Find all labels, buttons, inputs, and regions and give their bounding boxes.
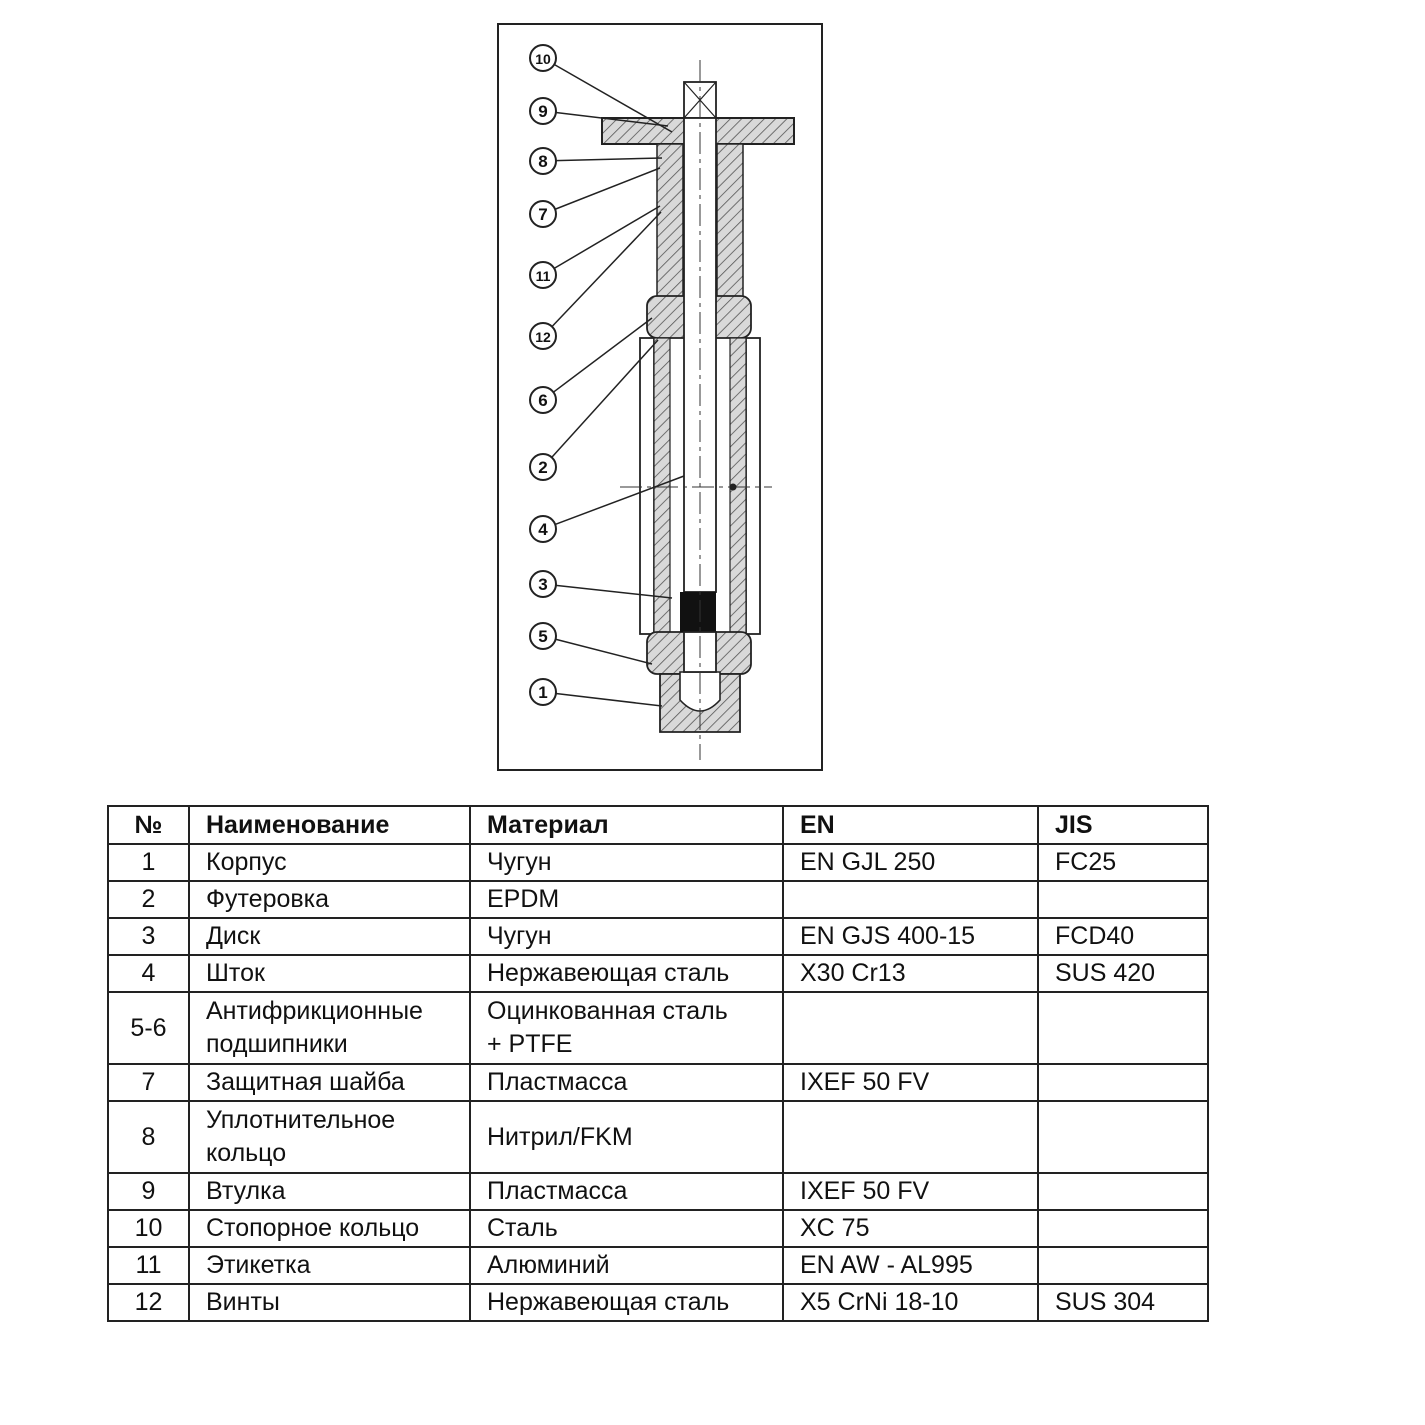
cell-name: Этикетка	[189, 1247, 470, 1284]
cell-en	[783, 992, 1038, 1064]
cell-number: 3	[108, 918, 189, 955]
cell-material: Нержавеющая сталь	[470, 955, 783, 992]
cell-jis	[1038, 1101, 1208, 1173]
table-header-row	[108, 806, 1208, 844]
table-row	[108, 1210, 1208, 1247]
cell-number: 5-6	[108, 992, 189, 1064]
cell-jis	[1038, 1173, 1208, 1210]
cell-name: Футеровка	[189, 881, 470, 918]
callout-number: 5	[538, 627, 548, 646]
cell-en	[783, 881, 1038, 918]
cell-jis: FC25	[1038, 844, 1208, 881]
cell-material: EPDM	[470, 881, 783, 918]
cell-material: Нержавеющая сталь	[470, 1284, 783, 1321]
cell-en	[783, 1101, 1038, 1173]
cell-material: Сталь	[470, 1210, 783, 1247]
callout-number: 10	[535, 51, 551, 67]
table-row	[108, 992, 1208, 1064]
cell-jis: SUS 420	[1038, 955, 1208, 992]
table-row	[108, 844, 1208, 881]
cell-name: Втулка	[189, 1173, 470, 1210]
cell-name: Антифрикционные подшипники	[189, 992, 470, 1064]
cell-number: 1	[108, 844, 189, 881]
cell-en: IXEF 50 FV	[783, 1064, 1038, 1101]
disc-insert	[680, 592, 716, 632]
parts-specification-table	[107, 805, 1209, 1322]
callout-number: 8	[538, 152, 548, 171]
cell-name: Стопорное кольцо	[189, 1210, 470, 1247]
cell-en: IXEF 50 FV	[783, 1173, 1038, 1210]
cell-jis: FCD40	[1038, 918, 1208, 955]
table-row	[108, 918, 1208, 955]
cell-name: Защитная шайба	[189, 1064, 470, 1101]
cell-jis	[1038, 1064, 1208, 1101]
cell-en: EN GJS 400-15	[783, 918, 1038, 955]
cell-jis	[1038, 1247, 1208, 1284]
cell-number: 2	[108, 881, 189, 918]
cell-en: X5 CrNi 18-10	[783, 1284, 1038, 1321]
callout-number: 12	[535, 329, 551, 345]
cell-jis	[1038, 992, 1208, 1064]
body-wall-right	[746, 338, 760, 634]
header-name: Наименование	[189, 806, 470, 844]
table-row	[108, 1101, 1208, 1173]
callout-number: 1	[538, 683, 548, 702]
header-en: EN	[783, 806, 1038, 844]
stem	[680, 82, 716, 672]
cell-name: Винты	[189, 1284, 470, 1321]
cell-jis	[1038, 881, 1208, 918]
table-row	[108, 1284, 1208, 1321]
header-number: №	[108, 806, 189, 844]
cell-material: Алюминий	[470, 1247, 783, 1284]
cell-number: 12	[108, 1284, 189, 1321]
cell-number: 8	[108, 1101, 189, 1173]
cell-en: EN GJL 250	[783, 844, 1038, 881]
header-material: Материал	[470, 806, 783, 844]
callout-number: 9	[538, 102, 548, 121]
cell-jis: SUS 304	[1038, 1284, 1208, 1321]
header-jis: JIS	[1038, 806, 1208, 844]
callout-number: 7	[538, 205, 548, 224]
table-row	[108, 955, 1208, 992]
cell-material: Оцинкованная сталь + PTFE	[470, 992, 783, 1064]
cell-material: Нитрил/FKM	[470, 1101, 783, 1173]
cell-number: 10	[108, 1210, 189, 1247]
callout-number: 4	[538, 520, 548, 539]
body-neck-right	[717, 144, 743, 298]
body-neck-left	[657, 144, 683, 298]
cell-material: Чугун	[470, 844, 783, 881]
cell-name: Диск	[189, 918, 470, 955]
cell-en: X30 Cr13	[783, 955, 1038, 992]
cell-name: Корпус	[189, 844, 470, 881]
table-row	[108, 881, 1208, 918]
cell-en: XC 75	[783, 1210, 1038, 1247]
cell-material: Пластмасса	[470, 1064, 783, 1101]
callout-number: 6	[538, 391, 548, 410]
cell-number: 9	[108, 1173, 189, 1210]
cell-name: Шток	[189, 955, 470, 992]
cell-name: Уплотнительное кольцо	[189, 1101, 470, 1173]
cell-number: 4	[108, 955, 189, 992]
callout-number: 11	[535, 268, 551, 284]
cell-material: Пластмасса	[470, 1173, 783, 1210]
table-row	[108, 1064, 1208, 1101]
table-row	[108, 1247, 1208, 1284]
cell-material: Чугун	[470, 918, 783, 955]
callout-number: 3	[538, 575, 548, 594]
table-row	[108, 1173, 1208, 1210]
body-wall-left	[640, 338, 654, 634]
cell-en: EN AW - AL995	[783, 1247, 1038, 1284]
callout-number: 2	[538, 458, 548, 477]
cell-number: 11	[108, 1247, 189, 1284]
cell-number: 7	[108, 1064, 189, 1101]
cell-jis	[1038, 1210, 1208, 1247]
